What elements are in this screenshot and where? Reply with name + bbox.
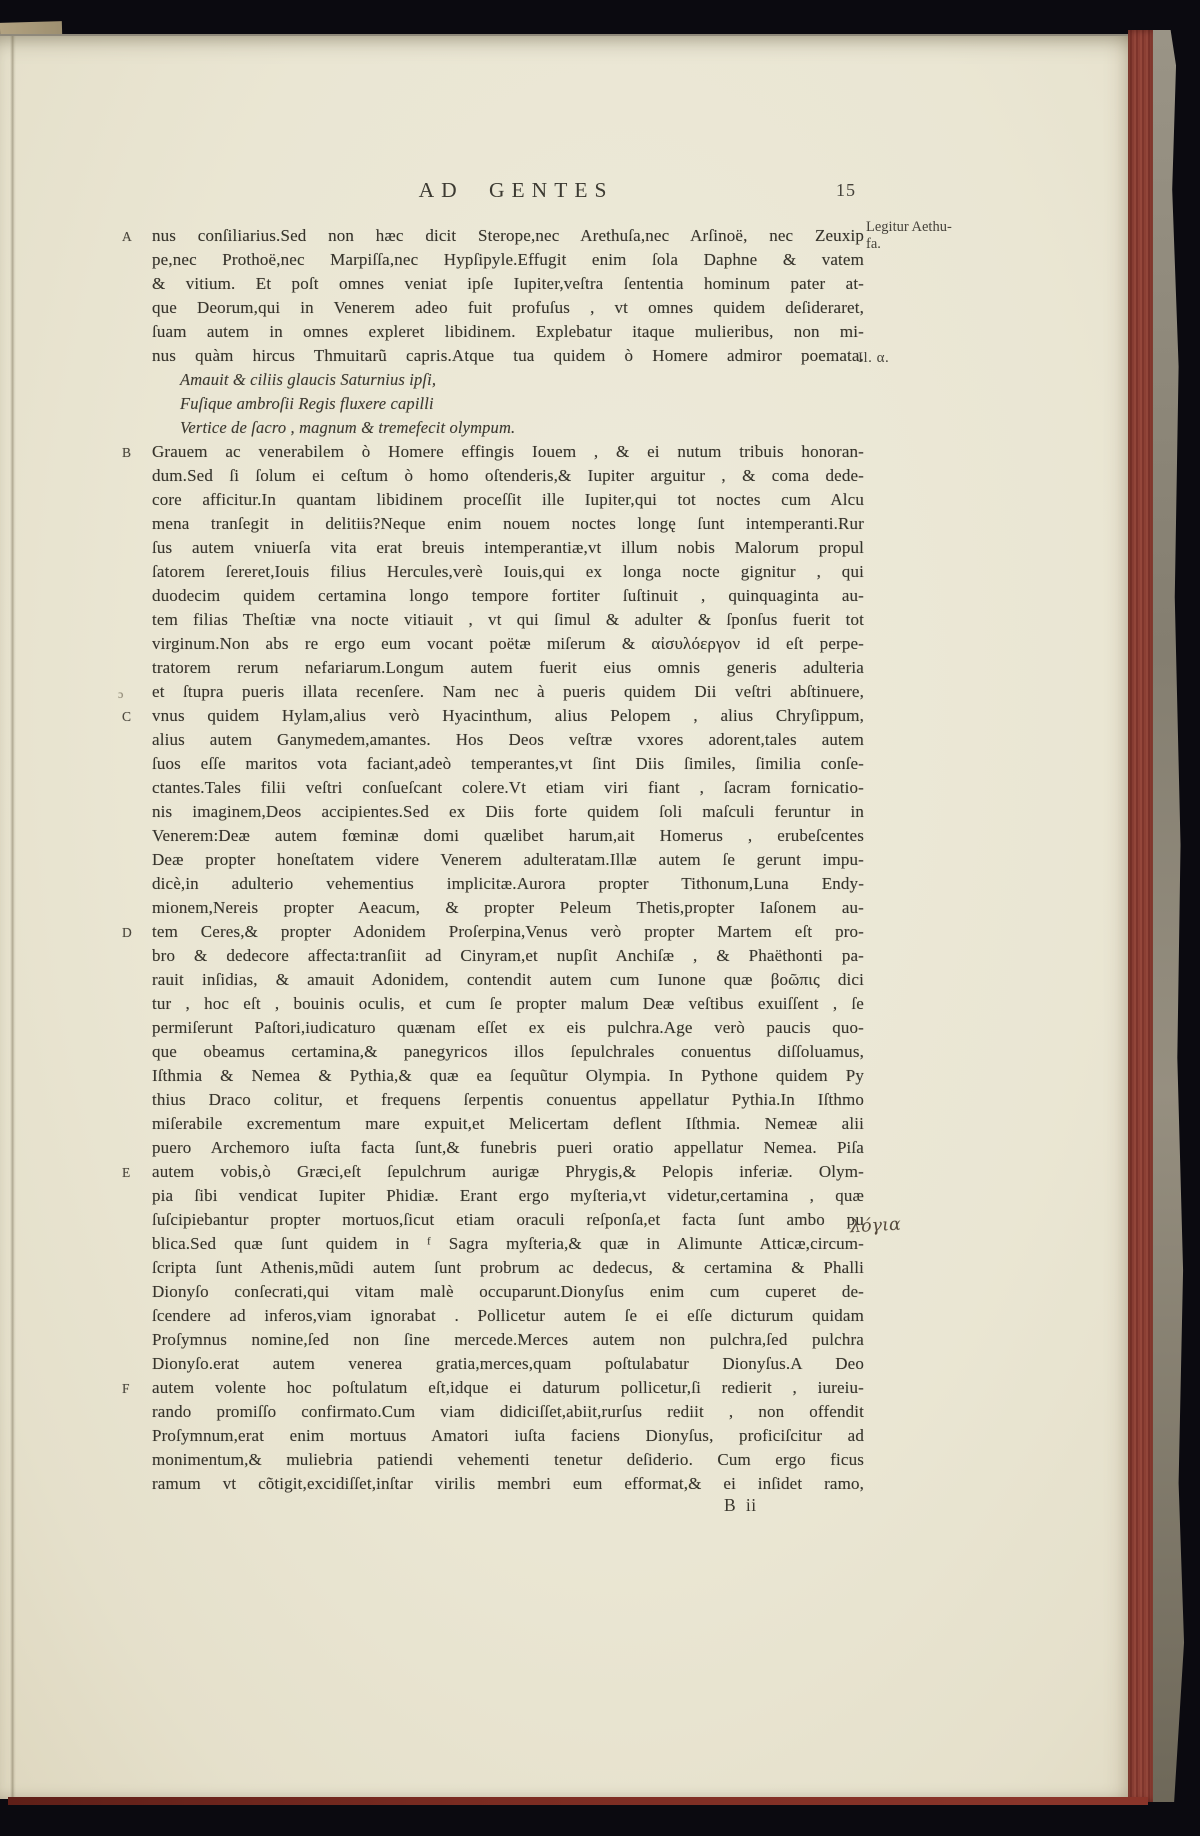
text-line: core afficitur.In quantam libidinem proceſſit ille Iupiter,qui tot noctes cum Alcu (152, 490, 864, 509)
text-line: nis imaginem,Deos accipientes.Sed ex Diis forte quidem ſoli maſculi feruntur in (152, 802, 864, 821)
text-line: virginum.Non abs re ergo eum vocant poëtæ miſerum & αἰσυλόεργον id eſt perpe- (152, 634, 864, 653)
text-line: C vnus quidem Hylam,alius verò Hyacinthum, alius Pelopem , alius Chryſippum, (152, 704, 864, 728)
text-line: dicè,in adulterio vehementius implicitæ.Aurora propter Tithonum,Luna Endy- (152, 874, 864, 893)
text-line: A nus conſiliarius.Sed non hæc dicit Sterope,nec Arethuſa,nec Arſinoë, nec Zeuxip (152, 224, 864, 248)
margin-mark: ɔ (118, 687, 124, 701)
text-line: pe,nec Prothoë,nec Marpiſſa,nec Hypſipyle.Effugit enim ſola Daphne & vatem (152, 250, 864, 269)
text-line: bro & dedecore affecta:tranſiit ad Cinyram,et nupſit Anchiſæ , & Phaëthonti pa- (152, 946, 864, 965)
paragraph-letter-D: D (122, 925, 132, 940)
text-line: rauit inſidias, & amauit Adonidem, contendit autem cum Iunone quæ βοῶπις dici (152, 970, 864, 989)
text-line: ſcripta ſunt Athenis,mũdi autem ſunt probrum ac dedecus, & certamina & Phalli (152, 1258, 864, 1277)
text-line: tem filias Theſtiæ vna nocte vitiauit , vt qui ſimul & adulter & ſponſus fuerit tot (152, 610, 864, 629)
text-line: monimentum,& muliebria patiendi vehementi tenetur deſiderio. Cum ergo ficus (152, 1450, 864, 1469)
text-line: Dionyſo conſecrati,qui vitam malè occuparunt.Dionyſus enim cum cuperet de- (152, 1282, 864, 1301)
text-line: Deæ propter honeſtatem videre Venerem adulteratam.Illæ autem ſe gerunt impu- (152, 850, 864, 869)
text-line: blica.Sed quæ ſunt quidem in ᶠ Sagra myſteria,& quæ in Alimunte Atticæ,circum- (152, 1234, 864, 1253)
page-number: 15 (836, 180, 856, 200)
margin-note-legitur (866, 219, 952, 253)
paragraph-letter-F: F (122, 1381, 130, 1396)
text-line: F autem volente hoc poſtulatum eſt,idque ei daturum pollicetur,ſi redierit , iureiu- (152, 1376, 864, 1400)
text-line: mionem,Nereis propter Aeacum, & propter Peleum Thetis,propter Iaſonem au- (152, 898, 864, 917)
running-head (160, 178, 872, 203)
text-line: Dionyſo.erat autem venerea gratia,merces,quam poſtulabatur Dionyſus.A Deo (152, 1354, 864, 1373)
margin-note-iliad-ref: Il. α. (858, 350, 890, 366)
margin-annotation-greek: λόγια (849, 1214, 902, 1238)
text-line: D tem Ceres,& propter Adonidem Proſerpina,Venus verò propter Martem eſt pro- (152, 920, 864, 944)
text-line: mena tranſegit in delitiis?Neque enim nouem noctes longę ſunt intemperanti.Rur (152, 514, 864, 533)
book-fore-edge-pages (1153, 30, 1185, 1802)
text-line: thius Draco colitur, et frequens ſerpentis conuentus appellatur Pythia.In Iſthmo (152, 1090, 864, 1109)
text-line: ſatorem ſereret,Iouis filius Hercules,verè Iouis,qui ex longa nocte gignitur , qui (152, 562, 864, 581)
text-line: puero Archemoro iuſta facta ſunt,& funebris pueri oratio appellatur Nemea. Piſa (152, 1138, 864, 1157)
text-line: Iſthmia & Nemea & Pythia,& quæ ea ſequũtur Olympia. In Pythone quidem Py (152, 1066, 864, 1085)
text-line: ſuſcipiebantur propter mortuos,ſicut etiam oraculi reſponſa,et facta ſunt ambo pu (152, 1210, 864, 1229)
text-line: tratorem rerum nefariarum.Longum autem fuerit eius omnis generis adulteria (152, 658, 864, 677)
margin-note-legitur-line2: fa. (866, 236, 881, 252)
text-line: miſerabile excrementum mare expuit,et Melicertam deflent Iſthmia. Nemeæ alii (152, 1114, 864, 1133)
paragraph-letter-C: C (122, 709, 132, 724)
text-line: Proſymnus nomine,ſed non ſine mercede.Merces autem non pulchra,ſed pulchra (152, 1330, 864, 1349)
signature-mark: B ii (724, 1495, 757, 1515)
text-line: ɔ et ſtupra pueris illata recenſere. Nam nec à pueris quidem Dii veſtri abſtinuere, (152, 680, 864, 704)
page-gutter-crease (10, 36, 16, 1799)
verse-line: Amauit & ciliis glaucis Saturnius ipſi, (180, 370, 437, 389)
text-line: pia ſibi vendicat Iupiter Phidiæ. Erant ergo myſteria,vt videtur,certamina , quæ (152, 1186, 864, 1205)
text-line: ſuos eſſe maritos vota faciant,adeò temperantes,vt ſint Diis ſimiles, ſimilia conſe- (152, 754, 864, 773)
text-line: B Grauem ac venerabilem ò Homere effingis Iouem , & ei nutum tribuis honoran- (152, 440, 864, 464)
running-title: AD GENTES (418, 178, 614, 202)
text-line: permiſerunt Paſtori,iudicaturo quænam eſſet ex eis pulchra.Age verò paucis quo- (152, 1018, 864, 1037)
verse-line: Fuſique ambroſii Regis fluxere capilli (180, 394, 434, 413)
text-line: ſus autem vniuerſa vita erat breuis intemperantiæ,vt illum nobis Malorum propul (152, 538, 864, 557)
text-line: E autem vobis,ò Græci,eſt ſepulchrum aurigæ Phrygis,& Pelopis inferiæ. Olym- (152, 1160, 864, 1184)
text-line: que Deorum,qui in Venerem adeo fuit profuſus , vt omnes quidem deſideraret, (152, 298, 864, 317)
text-line: nus quàm hircus Thmuitarũ capris.Atque tua quidem ò Homere admiror poemata. (152, 346, 864, 365)
text-line: ctantes.Tales filii veſtri conſueſcant colere.Vt etiam viri fiant , ſacram fornicatio- (152, 778, 864, 797)
text-line: duodecim quidem certamina longo tempore fortiter ſuſtinuit , quinquaginta au- (152, 586, 864, 605)
text-line: tur , hoc eſt , bouinis oculis, et cum ſe propter malum Deæ veſtibus exuiſſent , ſe (152, 994, 864, 1013)
paragraph-letter-A: A (122, 229, 132, 244)
text-line: Venerem:Deæ autem fœminæ domi quælibet harum,ait Homerus , erubeſcentes (152, 826, 864, 845)
text-line: alius autem Ganymedem,amantes. Hos Deos veſtræ vxores adorent,tales autem (152, 730, 864, 749)
book-bottom-edge-red (8, 1797, 1148, 1805)
text-line: Proſymnum,erat enim mortuus Amatori iuſta faciens Dionyſus, proficiſcitur ad (152, 1426, 864, 1445)
text-block (118, 224, 864, 1496)
text-line: rando promiſſo confirmato.Cum viam didiciſſet,abiit,rurſus rediit , non offendit (152, 1402, 864, 1421)
margin-note-legitur-line1: Legitur Aethu- (866, 219, 952, 235)
book-fore-edge-red (1128, 30, 1154, 1802)
text-line: que obeamus certamina,& panegyricos illos ſepulchrales conuentus diſſoluamus, (152, 1042, 864, 1061)
text-line: dum.Sed ſi ſolum ei ceſtum ò homo oſtenderis,& Iupiter arguitur , & coma dede- (152, 466, 864, 485)
text-line: ſcendere ad inferos,viam ignorabat . Pollicetur autem ſe ei eſſe dicturum quidam (152, 1306, 864, 1325)
book-page (0, 34, 1130, 1799)
text-line: ramum vt cõtigit,excidiſſet,inſtar virilis membri eum efformat,& ei inſidet ramo, (152, 1474, 864, 1493)
paragraph-letter-E: E (122, 1165, 131, 1180)
verse-line: Vertice de ſacro , magnum & tremefecit olympum. (180, 418, 516, 437)
paragraph-letter-B: B (122, 445, 132, 460)
text-line: ſuam autem in omnes expleret libidinem. Explebatur itaque mulieribus, non mi- (152, 322, 864, 341)
text-line: & vitium. Et poſt omnes veniat ipſe Iupiter,veſtra ſententia hominum pater at- (152, 274, 864, 293)
